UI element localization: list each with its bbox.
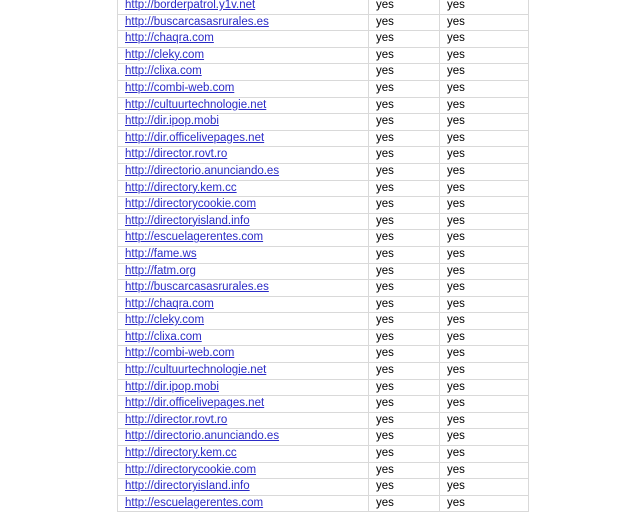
url-cell [118,313,369,330]
url-link[interactable]: http://dir.officelivepages.net [125,131,265,144]
flag-one-cell: yes [369,114,440,131]
flag-two-cell: yes [440,246,529,263]
flag-one-cell: yes [369,495,440,512]
url-link[interactable]: http://buscarcasasrurales.es [125,281,269,294]
table-row [118,280,529,297]
flag-two-cell: yes [440,313,529,330]
flag-two-cell: yes [440,379,529,396]
flag-two-cell: yes [440,396,529,413]
table-row [118,296,529,313]
flag-two-cell: yes [440,230,529,247]
url-link[interactable]: http://directory.kem.cc [125,447,237,460]
flag-two-cell: yes [440,412,529,429]
table-row [118,147,529,164]
table-row [118,263,529,280]
url-cell [118,396,369,413]
url-link[interactable]: http://chaqra.com [125,297,214,310]
flag-two-cell: yes [440,213,529,230]
url-link[interactable]: http://chaqra.com [125,32,214,45]
url-link[interactable]: http://fatm.org [125,264,196,277]
url-link[interactable]: http://escuelagerentes.com [125,231,264,244]
flag-two-cell: yes [440,296,529,313]
flag-one-cell: yes [369,313,440,330]
flag-two-cell: yes [440,180,529,197]
url-cell [118,495,369,512]
flag-one-cell: yes [369,14,440,31]
flag-two-cell: yes [440,64,529,81]
url-cell [118,80,369,97]
flag-two-cell: yes [440,163,529,180]
flag-two-cell: yes [440,495,529,512]
url-link[interactable]: http://combi-web.com [125,347,235,360]
table-row [118,14,529,31]
flag-one-cell: yes [369,462,440,479]
url-cell [118,412,369,429]
flag-two-cell: yes [440,130,529,147]
url-link[interactable]: http://clixa.com [125,330,202,343]
table-row [118,479,529,496]
flag-one-cell: yes [369,280,440,297]
flag-one-cell: yes [369,429,440,446]
url-cell [118,280,369,297]
url-cell [118,14,369,31]
url-cell [118,479,369,496]
url-cell [118,31,369,48]
flag-one-cell: yes [369,446,440,463]
table-row [118,329,529,346]
url-cell [118,329,369,346]
table-row [118,379,529,396]
flag-one-cell: yes [369,180,440,197]
url-link[interactable]: http://dir.officelivepages.net [125,397,265,410]
flag-one-cell: yes [369,396,440,413]
url-cell [118,130,369,147]
url-link[interactable]: http://fame.ws [125,247,197,260]
flag-two-cell: yes [440,363,529,380]
table-row [118,495,529,512]
flag-two-cell: yes [440,97,529,114]
url-cell [118,363,369,380]
table-row [118,130,529,147]
url-cell [118,147,369,164]
table-row [118,412,529,429]
url-link[interactable]: http://dir.ipop.mobi [125,115,219,128]
flag-two-cell: yes [440,346,529,363]
flag-one-cell: yes [369,97,440,114]
url-cell [118,197,369,214]
url-cell [118,263,369,280]
url-listing-table [117,0,529,512]
flag-two-cell: yes [440,446,529,463]
url-cell [118,446,369,463]
flag-one-cell: yes [369,329,440,346]
flag-one-cell: yes [369,163,440,180]
url-cell [118,114,369,131]
url-link[interactable]: http://directorio.anunciando.es [125,430,280,443]
flag-two-cell: yes [440,0,529,14]
flag-two-cell: yes [440,462,529,479]
flag-two-cell: yes [440,280,529,297]
url-link[interactable]: http://combi-web.com [125,81,235,94]
url-link[interactable]: http://dir.ipop.mobi [125,380,219,393]
flag-one-cell: yes [369,197,440,214]
flag-one-cell: yes [369,47,440,64]
flag-two-cell: yes [440,14,529,31]
flag-one-cell: yes [369,246,440,263]
flag-one-cell: yes [369,80,440,97]
url-cell [118,47,369,64]
flag-one-cell: yes [369,263,440,280]
url-cell [118,97,369,114]
flag-one-cell: yes [369,213,440,230]
flag-two-cell: yes [440,31,529,48]
url-link[interactable]: http://clixa.com [125,65,202,78]
flag-one-cell: yes [369,0,440,14]
table-row [118,163,529,180]
table-row [118,213,529,230]
table-row [118,47,529,64]
url-link[interactable]: http://cultuurtechnologie.net [125,364,267,377]
table-row [118,0,529,14]
url-cell [118,346,369,363]
table-row [118,396,529,413]
flag-one-cell: yes [369,346,440,363]
url-cell [118,462,369,479]
table-row [118,31,529,48]
flag-one-cell: yes [369,412,440,429]
url-cell [118,429,369,446]
flag-one-cell: yes [369,363,440,380]
table-row [118,197,529,214]
flag-two-cell: yes [440,429,529,446]
table-row [118,80,529,97]
url-link[interactable]: http://cleky.com [125,48,205,61]
url-link[interactable]: http://cleky.com [125,314,205,327]
flag-two-cell: yes [440,114,529,131]
flag-one-cell: yes [369,31,440,48]
table-row [118,97,529,114]
url-link[interactable]: http://escuelagerentes.com [125,496,264,509]
flag-one-cell: yes [369,379,440,396]
url-cell [118,180,369,197]
url-cell [118,296,369,313]
flag-two-cell: yes [440,47,529,64]
url-link[interactable]: http://directory.kem.cc [125,181,237,194]
flag-two-cell: yes [440,479,529,496]
url-cell [118,379,369,396]
table-row [118,64,529,81]
flag-two-cell: yes [440,263,529,280]
table-row [118,446,529,463]
url-cell [118,163,369,180]
table-row [118,246,529,263]
flag-one-cell: yes [369,64,440,81]
flag-two-cell: yes [440,329,529,346]
url-link[interactable]: http://directorycookie.com [125,198,257,211]
table-row [118,429,529,446]
table-body [118,0,529,512]
url-link[interactable]: http://directoryisland.info [125,480,250,493]
flag-two-cell: yes [440,80,529,97]
flag-one-cell: yes [369,130,440,147]
url-cell [118,230,369,247]
url-cell [118,246,369,263]
table-row [118,363,529,380]
url-cell [118,213,369,230]
flag-two-cell: yes [440,197,529,214]
url-cell [118,64,369,81]
flag-one-cell: yes [369,479,440,496]
url-link[interactable]: http://director.rovt.ro [125,148,228,161]
url-link[interactable]: http://borderpatrol.y1v.net [125,0,256,11]
flag-two-cell: yes [440,147,529,164]
url-cell [118,0,369,14]
url-link[interactable]: http://cultuurtechnologie.net [125,98,267,111]
table-row [118,230,529,247]
table-row [118,346,529,363]
url-link[interactable]: http://directorycookie.com [125,463,257,476]
table-row [118,313,529,330]
flag-one-cell: yes [369,296,440,313]
flag-one-cell: yes [369,147,440,164]
url-link[interactable]: http://buscarcasasrurales.es [125,15,269,28]
flag-one-cell: yes [369,230,440,247]
url-link[interactable]: http://directoryisland.info [125,214,250,227]
table-row [118,180,529,197]
table-row [118,114,529,131]
url-link[interactable]: http://director.rovt.ro [125,413,228,426]
url-link[interactable]: http://directorio.anunciando.es [125,164,280,177]
table-row [118,462,529,479]
